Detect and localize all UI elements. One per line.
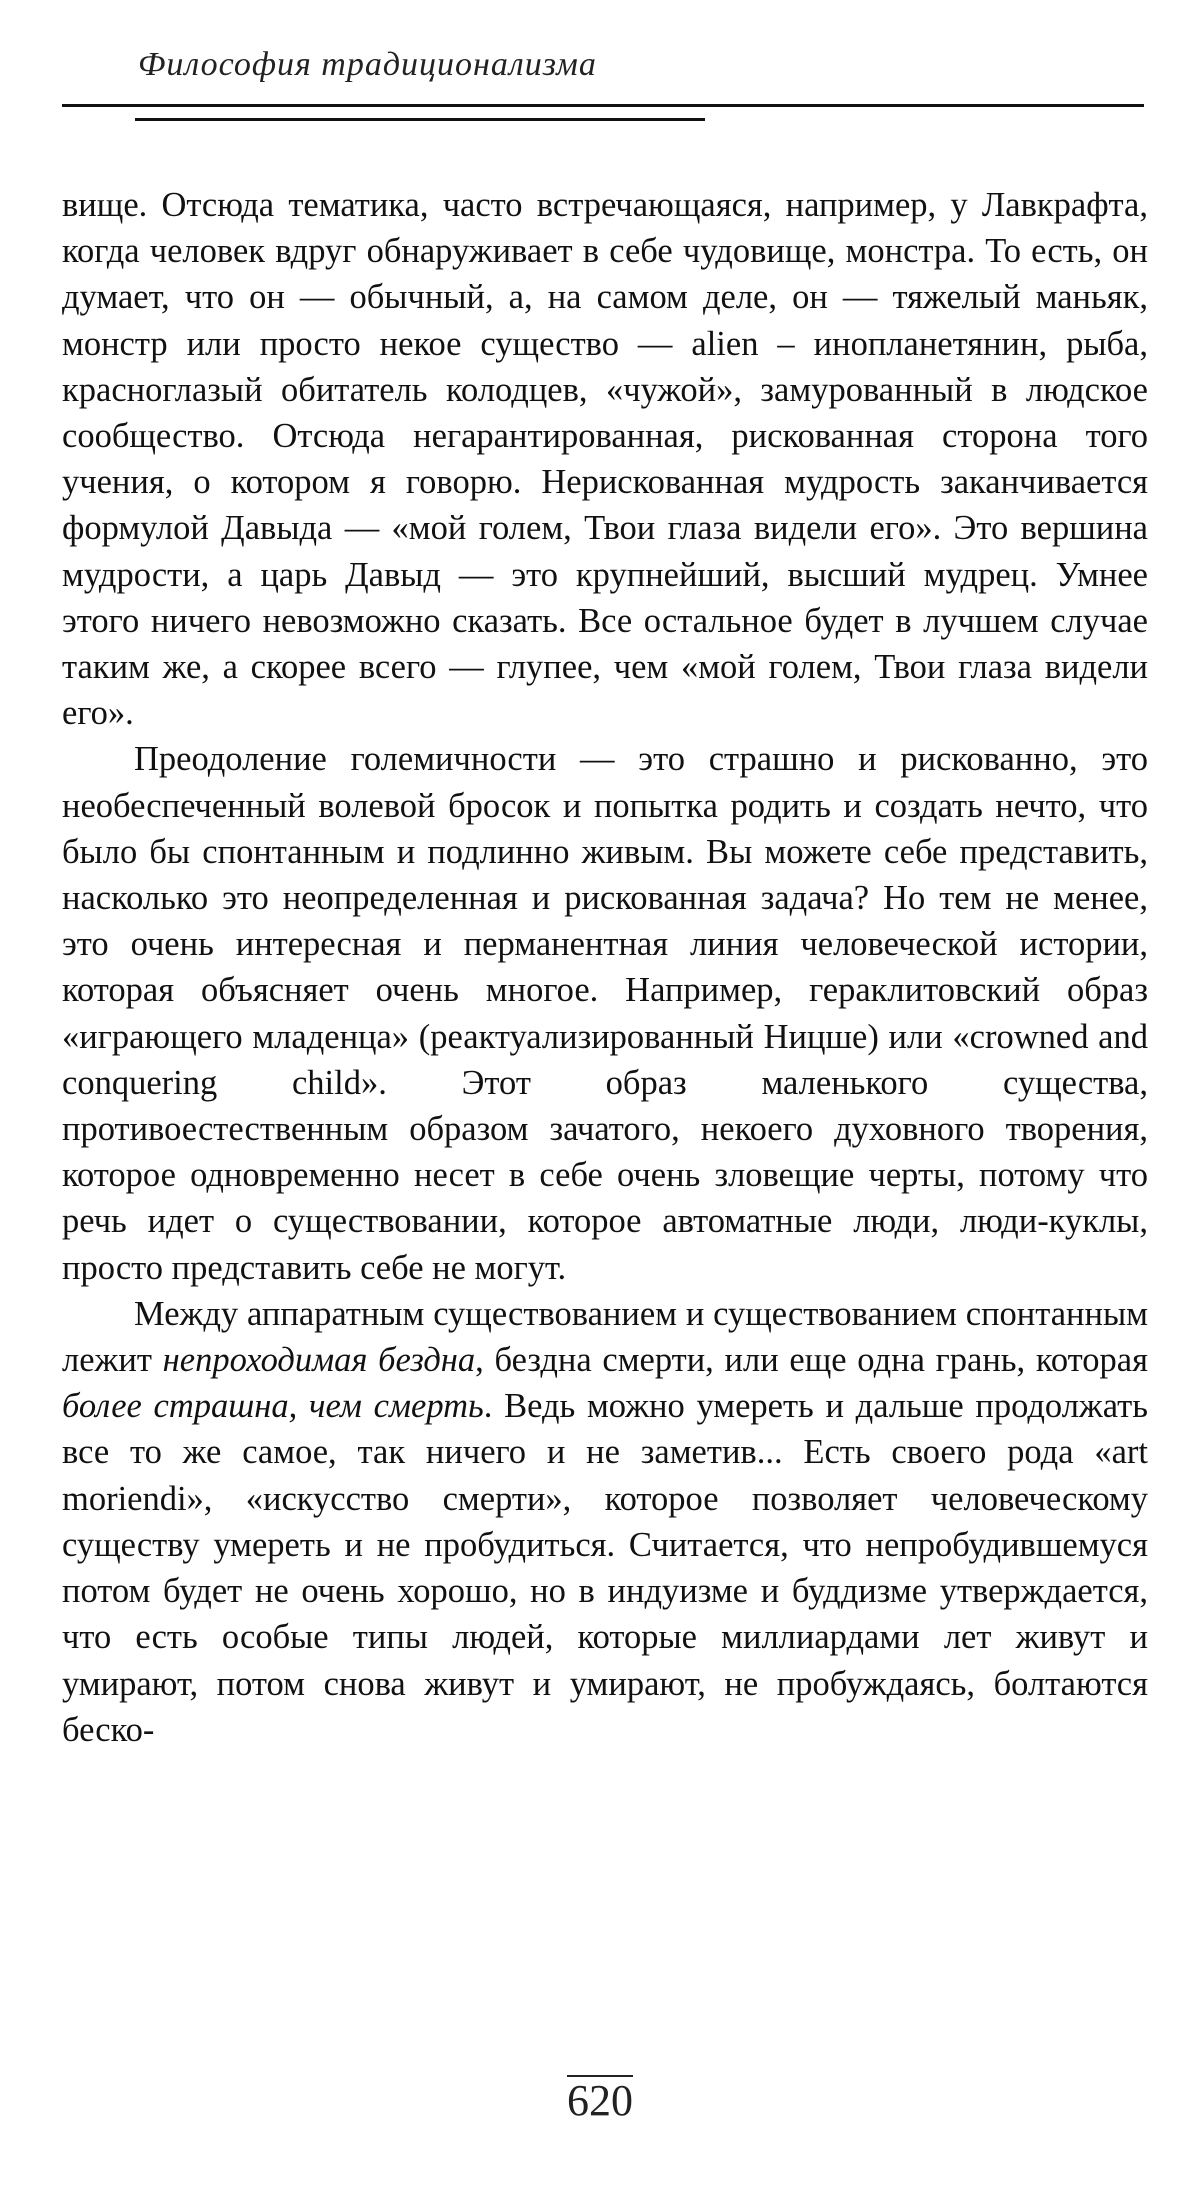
body-text	[62, 182, 1148, 1753]
paragraph-2: Преодоление големичности — это страшно и рискованно, это необеспеченный волевой бросок и попытка родить и создать нечто, что было бы спонтанным и подлинно живым. Вы можете себе представить, насколько это неопределенная и рискованная задача? Но тем не менее, это очень интересная и перманентная линия человеческой истории, которая объясняет очень многое. Например, гераклитовский образ «играющего младенца» (реактуализированный Ницше) или «crowned and conquering child». Этот образ маленького существа, противоестественным образом зачатого, некоего духовного творения, которое одновременно несет в себе очень зловещие черты, потому что речь идет о существовании, которое автоматные люди, люди-куклы, просто представить себе не могут.	[62, 740, 1148, 1287]
paragraph-3-emphasis-2: более страшна, чем смерть	[62, 1387, 484, 1426]
paragraph-3-text-c: . Ведь можно умереть и дальше продолжать все то же самое, так ничего и не заметив... Есть своего рода «art moriendi», «искусство смерти», которое позволяет человеческому существу умереть и не пробудиться. Считается, что непробудившемуся потом будет не очень хорошо, но в индуизме и буддизме утверждается, что есть особые типы людей, которые миллиардами лет живут и умирают, потом снова живут и умирают, не пробуждаясь, болтаются беско-	[62, 1387, 1148, 1749]
paragraph-3-text-b: , бездна смерти, или еще одна грань, которая	[475, 1341, 1148, 1380]
page-number-label: 620	[567, 2076, 633, 2125]
paragraph-3	[62, 1291, 1148, 1753]
header-rule-long	[62, 104, 1144, 107]
paragraph-1: вище. Отсюда тематика, часто встречающаяся, например, у Лавкрафта, когда человек вдруг обнаруживает в себе чудовище, монстра. То есть, он думает, что он — обычный, а, на самом деле, он — тяжелый маньяк, монстр или просто некое существо — alien – инопланетянин, рыба, красноглазый обитатель колодцев, «чужой», замурованный в людское сообщество. Отсюда негарантированная, рискованная сторона того учения, о котором я говорю. Нерискованная мудрость заканчивается формулой Давыда — «мой голем, Твои глаза видели его». Это вершина мудрости, а царь Давыд — это крупнейший, высший мудрец. Умнее этого ничего невозможно сказать. Все остальное будет в лучшем случае таким же, а скорее всего — глупее, чем «мой голем, Твои глаза видели его».	[62, 186, 1148, 733]
header-rule-short	[135, 118, 705, 121]
running-header: Философия традиционализма	[138, 46, 597, 83]
paragraph-3-emphasis-1: непроходимая бездна	[162, 1341, 476, 1380]
paragraph-3-text-a: Между аппаратным существованием и существованием спонтанным лежит	[62, 1294, 1148, 1380]
page-number	[0, 2075, 1200, 2126]
